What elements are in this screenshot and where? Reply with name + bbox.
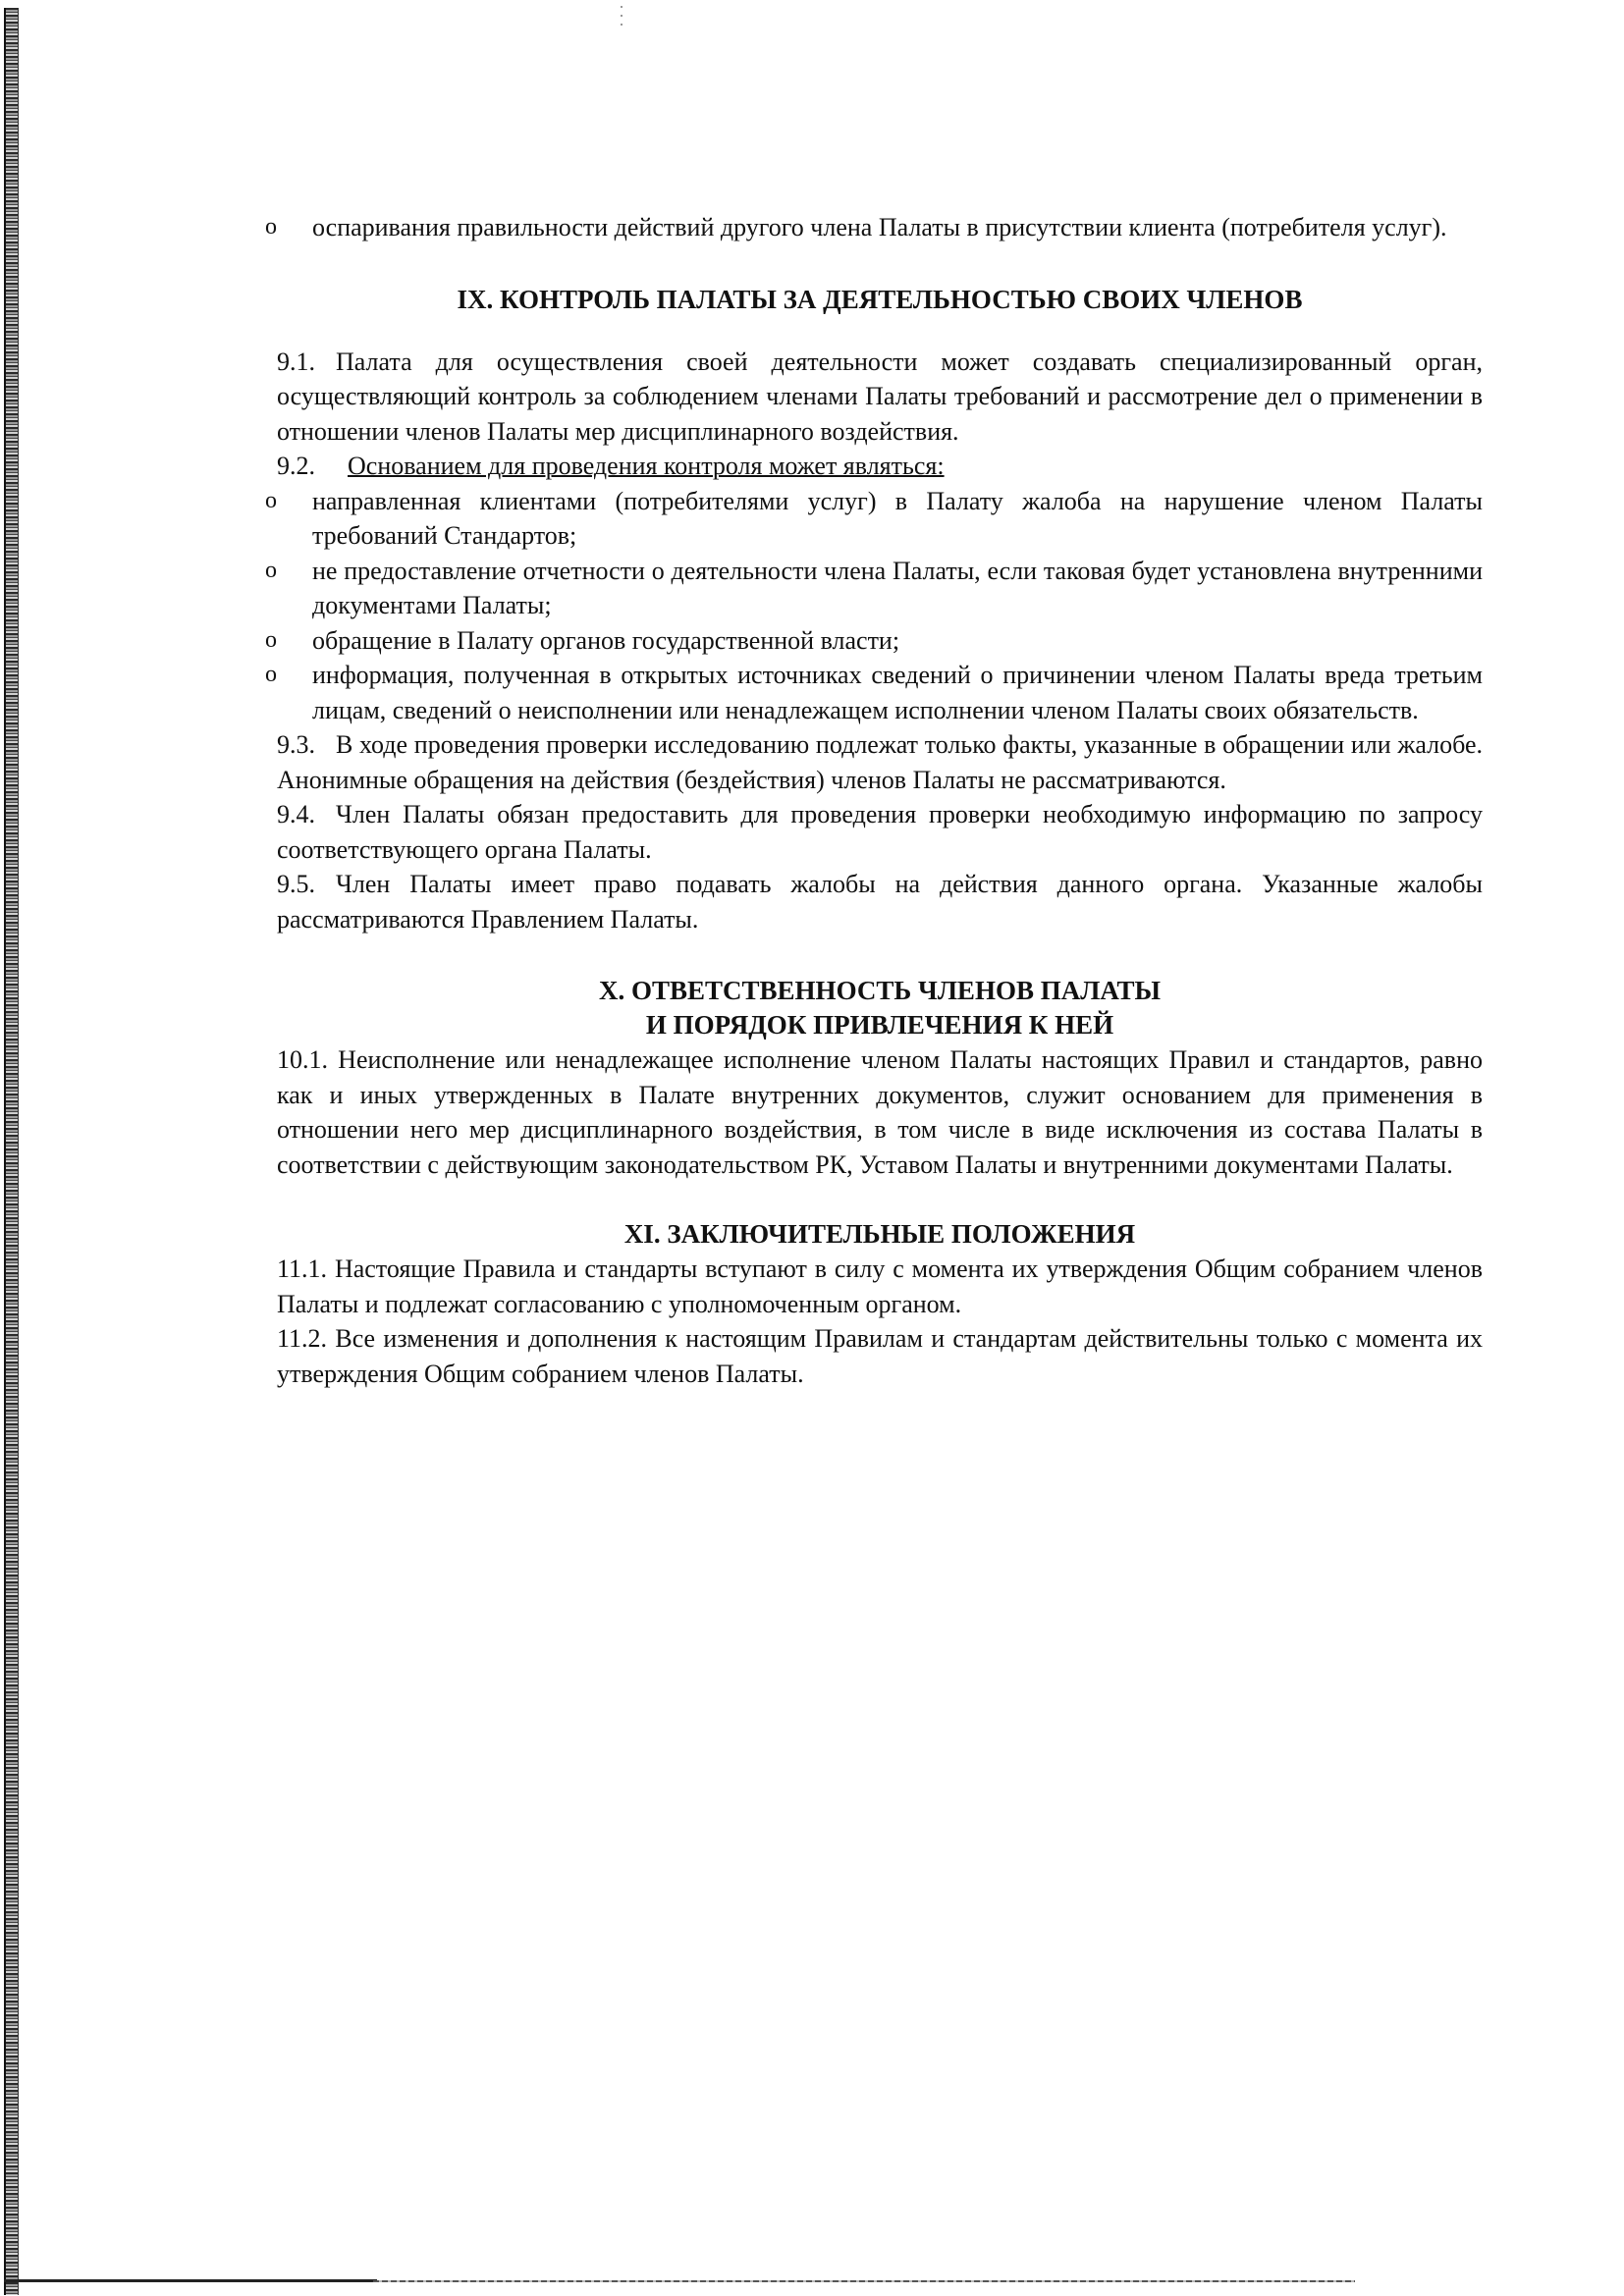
clause-number: 9.1. <box>277 347 315 376</box>
bullet-text: информация, полученная в открытых источниках сведений о причинении членом Палаты вреда третьим лицам, сведений о неисполнении или ненадлежащем исполнении членом Палаты своих обязательств. <box>312 661 1483 724</box>
bullet-text: не предоставление отчетности о деятельности члена Палаты, если таковая будет установлена внутренними документами Палаты; <box>312 556 1483 619</box>
clause-text: Неисполнение или ненадлежащее исполнение членом Палаты настоящих Правил и стандартов, равно как и иных утвержденных в Палате внутренних документов, служит основанием для применения в отношении него мер дисциплинарного воздействия, в том числе в виде исключения из состава Палаты в соответствии с действующим законодательством РК, Уставом Палаты и внутренними документами Палаты. <box>277 1045 1483 1179</box>
scan-left-edge-artifact <box>4 8 19 2295</box>
clause-text: Основанием для проведения контроля может являться: <box>348 452 945 480</box>
clause-number: 11.2. <box>277 1324 328 1353</box>
clause-9-3 <box>277 727 1483 797</box>
clause-11-2 <box>277 1321 1483 1391</box>
clause-number: 9.5. <box>277 870 315 898</box>
clause-number: 9.2. <box>277 452 315 480</box>
clause-text: Член Палаты имеет право подавать жалобы на действия данного органа. Указанные жалобы рассматриваются Правлением Палаты. <box>277 870 1483 934</box>
clause-number: 11.1. <box>277 1255 328 1283</box>
clause-text: Настоящие Правила и стандарты вступают в силу с момента их утверждения Общим собранием членов Палаты и подлежат согласованию с уполномоченным органом. <box>277 1255 1484 1318</box>
bullet-text: оспаривания правильности действий другого члена Палаты в присутствии клиента (потребителя услуг). <box>312 213 1447 241</box>
clause-9-2-bullet <box>265 484 1483 554</box>
clause-9-4 <box>277 797 1483 867</box>
bullet-marker: o <box>265 214 277 240</box>
bullet-text: направленная клиентами (потребителями услуг) в Палату жалоба на нарушение членом Палаты требований Стандартов; <box>312 486 1483 550</box>
section-x-heading <box>277 974 1483 1042</box>
clause-10-1 <box>277 1042 1483 1182</box>
clause-text: Все изменения и дополнения к настоящим Правилам и стандартам действительны только с момента их утверждения Общим собранием членов Палаты. <box>277 1324 1483 1388</box>
clause-number: 10.1. <box>277 1045 328 1074</box>
clause-text: В ходе проведения проверки исследованию подлежат только факты, указанные в обращении или жалобе. Анонимные обращения на действия (бездействия) членов Палаты не рассматриваются. <box>277 730 1483 794</box>
clause-number: 9.4. <box>277 800 315 828</box>
clause-9-2-bullet <box>265 623 1483 659</box>
scan-bottom-edge-faint-artifact <box>373 2280 1355 2282</box>
clause-9-2-bullet <box>265 658 1483 727</box>
clause-text: Палата для осуществления своей деятельности может создавать специализированный орган, осуществляющий контроль за соблюдением членами Палаты требований и рассмотрение дел о применении в отношении членов Палаты мер дисциплинарного воздействия. <box>277 347 1483 446</box>
section-x-heading-line1: X. ОТВЕТСТВЕННОСТЬ ЧЛЕНОВ ПАЛАТЫ <box>599 976 1161 1005</box>
bullet-marker: o <box>265 662 277 687</box>
section-x-heading-line2: И ПОРЯДОК ПРИВЛЕЧЕНИЯ К НЕЙ <box>645 1010 1114 1040</box>
clause-9-2-bullet <box>265 554 1483 623</box>
clause-text: Член Палаты обязан предоставить для проведения проверки необходимую информацию по запросу соответствующего органа Палаты. <box>277 800 1483 864</box>
bullet-text: обращение в Палату органов государственной власти; <box>312 625 900 655</box>
bullet-marker: o <box>265 626 277 653</box>
clause-9-5 <box>277 867 1483 936</box>
scan-bottom-edge-artifact <box>4 2279 377 2282</box>
clause-9-2 <box>277 449 1483 484</box>
section-ix-heading: IX. КОНТРОЛЬ ПАЛАТЫ ЗА ДЕЯТЕЛЬНОСТЬЮ СВОИХ ЧЛЕНОВ <box>457 284 1303 314</box>
clause-11-1 <box>277 1252 1483 1321</box>
section-xi-heading: XI. ЗАКЛЮЧИТЕЛЬНЫЕ ПОЛОЖЕНИЯ <box>623 1219 1136 1249</box>
clause-number: 9.3. <box>277 730 315 759</box>
continuation-bullet-item <box>265 210 1483 245</box>
document-page <box>265 210 1484 1391</box>
scan-dots-artifact <box>621 6 623 31</box>
bullet-marker: o <box>265 557 277 583</box>
bullet-marker: o <box>265 487 277 513</box>
clause-9-1 <box>277 345 1483 450</box>
